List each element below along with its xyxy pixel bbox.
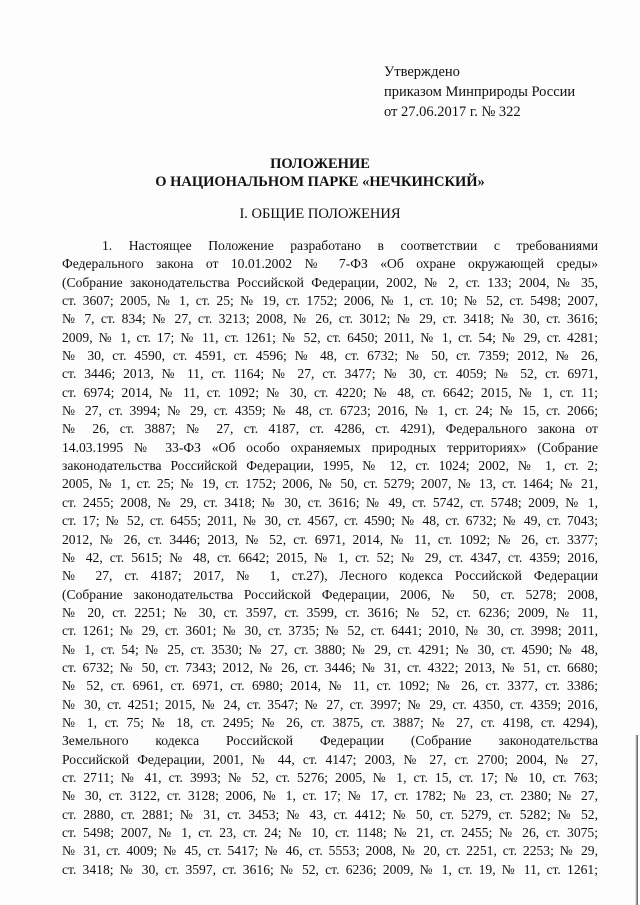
body-text-line: ст. 3446; 2013, № 11, ст. 1164; № 27, ст. 3477; № 30, ст. 4059; № 52, ст. 6971, [62,366,598,382]
body-text-line: № 30, ст. 3122, ст. 3128; 2006, № 1, ст. 17; № 17, ст. 1782; № 23, ст. 2380; № 27, [62,788,598,804]
body-text-line: 1. Настоящее Положение разработано в соответствии с требованиями [102,238,598,253]
body-text-line: Российской Федерации, 2001, № 44, ст. 4147; 2003, № 27, ст. 2700; 2004, № 27, [62,751,598,767]
body-text-line: № 7, ст. 834; № 27, ст. 3213; 2008, № 26, ст. 3012; № 29, ст. 3418; № 30, ст. 3616; [62,311,598,327]
body-text-line: Федерального закона от 10.01.2002 № 7-ФЗ «Об охране окружающей среды» [62,256,598,272]
body-text-line: ст. 6732; № 50, ст. 7343; 2012, № 26, ст. 3446; № 31, ст. 4322; 2013, № 51, ст. 6680; [62,659,598,675]
body-text-line: № 31, ст. 4009; № 45, ст. 5417; № 46, ст. 5553; 2008, № 20, ст. 2251, ст. 2253; № 29, [62,843,598,859]
scan-edge-artifact [635,735,638,905]
body-text-line: ст. 2711; № 41, ст. 3993; № 52, ст. 5276; 2005, № 1, ст. 15, ст. 17; № 10, ст. 763; [62,769,598,785]
body-text-line: ст. 1261; № 29, ст. 3601; № 30, ст. 3735; № 52, ст. 6441; 2010, № 30, ст. 3998; 2011, [62,623,598,639]
body-text-line: № 1, ст. 54; № 25, ст. 3530; № 27, ст. 3880; № 29, ст. 4291; № 30, ст. 4590; № 48, [62,641,598,657]
approval-line-order: приказом Минприроды России [384,84,576,100]
body-text-line: Земельного кодекса Российской Федерации (Собрание законодательства [62,733,598,749]
body-text-line: № 26, ст. 3887; № 27, ст. 4187, ст. 4286, ст. 4291), Федерального закона от [62,421,598,437]
section-heading: I. ОБЩИЕ ПОЛОЖЕНИЯ [239,206,401,222]
body-text-line: № 27, ст. 3994; № 29, ст. 4359; № 48, ст. 6723; 2016, № 1, ст. 24; № 15, ст. 2066; [62,403,598,419]
body-text-line: 2012, № 26, ст. 3446; 2013, № 52, ст. 6971, 2014, № 11, ст. 1092; № 26, ст. 3377; [62,531,598,547]
approval-line-date: от 27.06.2017 г. № 322 [384,104,521,120]
body-text-line: ст. 3418; № 30, ст. 3597, ст. 3616; № 52, ст. 6236; 2009, № 1, ст. 19, № 11, ст. 1261; [62,861,598,877]
body-text-line: № 20, ст. 2251; № 30, ст. 3597, ст. 3599, ст. 3616; № 52, ст. 6236; 2009, № 11, [62,604,598,620]
approval-stamp [384,62,575,122]
approval-line-approved: Утверждено [384,64,460,80]
body-text-line: № 1, ст. 75; № 18, ст. 2495; № 26, ст. 3875, ст. 3887; № 27, ст. 4198, ст. 4294), [62,714,598,730]
body-text-line: (Собрание законодательства Российской Федерации, 2002, № 2, ст. 133; 2004, № 35, [62,274,598,290]
body-text-line: ст. 2455; 2008, № 29, ст. 3418; № 30, ст. 3616; № 49, ст. 5742, ст. 5748; 2009, № 1, [62,494,598,510]
body-text-line: 14.03.1995 № 33-ФЗ «Об особо охраняемых природных территориях» (Собрание [62,439,598,455]
body-text-line: ст. 2880, ст. 2881; № 31, ст. 3453; № 43, ст. 4412; № 50, ст. 5279, ст. 5282; № 52, [62,806,598,822]
body-text-line: № 30, ст. 4251; 2015, № 24, ст. 3547; № 27, ст. 3997; № 29, ст. 4350, ст. 4359; 2016, [62,696,598,712]
body-text-line: ст. 5498; 2007, № 1, ст. 23, ст. 24; № 10, ст. 1148; № 21, ст. 2455; № 26, ст. 3075; [62,825,598,840]
body-text-line: 2009, № 1, ст. 17; № 11, ст. 1261; № 52, ст. 6450; 2011, № 1, ст. 54; № 29, ст. 4281; [62,329,598,345]
body-text-line: ст. 17; № 52, ст. 6455; 2011, № 30, ст. 4567, ст. 4590; № 48, ст. 6732; № 49, ст. 7043; [62,513,598,529]
body-text-line: ст. 3607; 2005, № 1, ст. 25; № 19, ст. 1752; 2006, № 1, ст. 10; № 52, ст. 5498; 2007, [62,293,598,309]
body-text-line: № 52, ст. 6961, ст. 6971, ст. 6980; 2014, № 11, ст. 1092; № 26, ст. 3377, ст. 3386; [62,678,598,694]
document-body [62,237,598,879]
body-text-line: № 30, ст. 4590, ст. 4591, ст. 4596; № 48, ст. 6732; № 50, ст. 7359; 2012, № 26, [62,348,598,364]
body-text-line: 2005, № 1, ст. 25; № 19, ст. 1752; 2006, № 50, ст. 5279; 2007, № 13, ст. 1464; № 21, [62,476,598,492]
body-text-line: № 42, ст. 5615; № 48, ст. 6642; 2015, № 1, ст. 52; № 29, ст. 4347, ст. 4359; 2016, [62,549,598,565]
body-text-line: законодательства Российской Федерации, 1995, № 12, ст. 1024; 2002, № 1, ст. 2; [62,458,598,474]
document-title: ПОЛОЖЕНИЕ [270,156,370,172]
body-text-line: ст. 6974; 2014, № 11, ст. 1092; № 30, ст. 4220; № 48, ст. 6642; 2015, № 1, ст. 11; [62,384,598,400]
body-text-line: (Собрание законодательства Российской Федерации, 2006, № 50, ст. 5278; 2008, [62,586,598,602]
document-subtitle: О НАЦИОНАЛЬНОМ ПАРКЕ «НЕЧКИНСКИЙ» [155,174,485,190]
body-text-line: № 27, ст. 4187; 2017, № 1, ст.27), Лесного кодекса Российской Федерации [62,568,598,584]
